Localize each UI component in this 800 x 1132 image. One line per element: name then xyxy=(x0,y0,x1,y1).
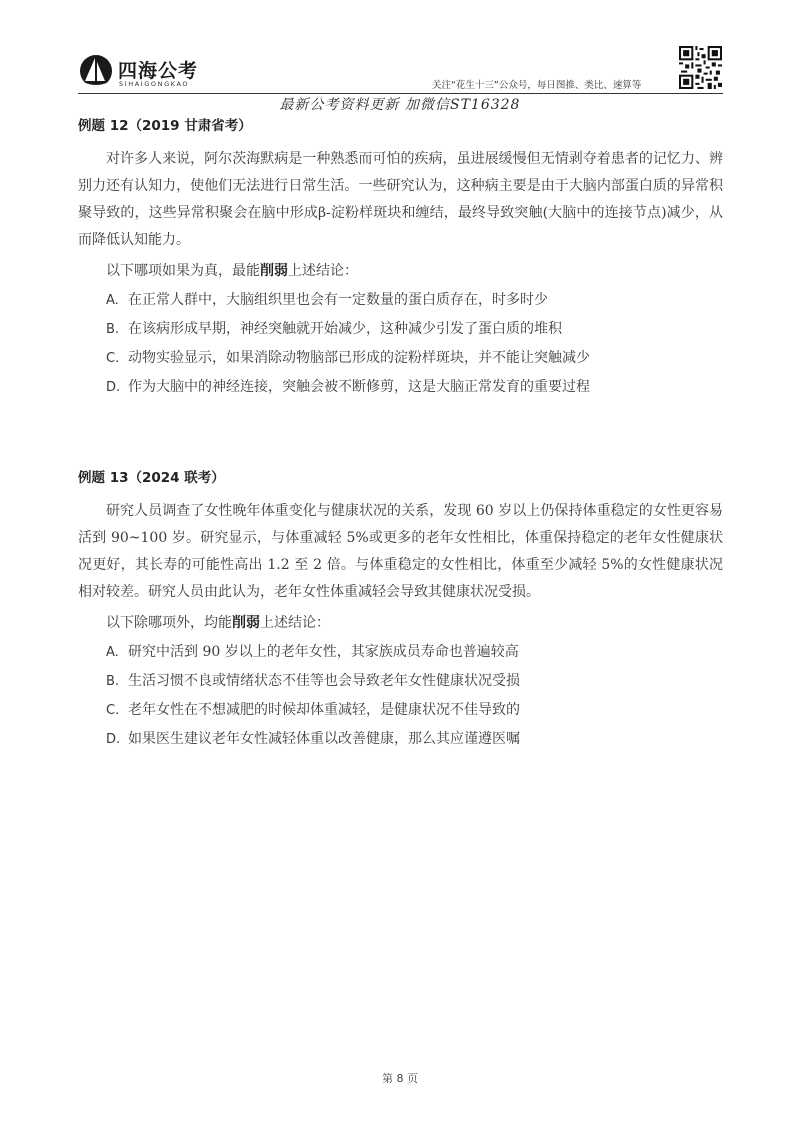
question-paragraph: 对许多人来说，阿尔茨海默病是一种熟悉而可怕的疾病，虽进展缓慢但无情剥夺着患者的记忆力、辨别力还有认知力，使他们无法进行日常生活。一些研究认为，这种病主要是由于大脑内部蛋白质的异常积聚导致的，这些异常积聚会在脑中形成β-淀粉样斑块和缠结，最终导致突触(大脑中的连接节点)减少，从而降低认知能力。 xyxy=(78,151,723,248)
question-13 xyxy=(78,468,723,753)
option-letter: B. xyxy=(106,674,120,689)
option-b xyxy=(78,316,723,343)
page-header xyxy=(0,0,800,118)
option-text: 在正常人群中，大脑组织里也会有一定数量的蛋白质存在，时多时少 xyxy=(128,292,548,308)
logo-text: 四海公考 xyxy=(118,60,199,82)
option-text: 老年女性在不想减肥的时候却体重减轻，是健康状况不佳导致的 xyxy=(128,702,520,718)
question-stem xyxy=(78,258,723,285)
stem-text: 以下哪项如果为真，最能 xyxy=(106,263,260,279)
option-c xyxy=(78,345,723,372)
stem-keyword: 削弱 xyxy=(232,615,260,631)
option-letter: C. xyxy=(106,703,120,718)
question-title: 例题 13（2024 联考） xyxy=(78,470,225,486)
option-letter: C. xyxy=(106,351,120,366)
question-12 xyxy=(78,116,723,401)
option-b xyxy=(78,668,723,695)
qr-code-icon xyxy=(679,46,722,89)
option-text: 研究中活到 90 岁以上的老年女性，其家族成员寿命也普遍较高 xyxy=(128,644,519,660)
option-a xyxy=(78,639,723,666)
question-paragraph: 研究人员调查了女性晚年体重变化与健康状况的关系，发现 60 岁以上仍保持体重稳定的女性更容易活到 90~100 岁。研究显示，与体重减轻 5%或更多的老年女性相比，体重保持稳定的老年女性健康状况更好，其长寿的可能性高出 1.2 至 2 倍。与体重稳定的女性相比，体重至少减轻 5%的女性健康状况相对较差。研究人员由此认为，老年女性体重减轻会导致其健康状况受损。 xyxy=(78,503,723,600)
stem-text-end: 上述结论： xyxy=(260,615,330,631)
question-title: 例题 12（2019 甘肃省考） xyxy=(78,118,252,134)
option-c xyxy=(78,697,723,724)
option-text: 动物实验显示，如果消除动物脑部已形成的淀粉样斑块，并不能让突触减少 xyxy=(128,350,590,366)
option-d xyxy=(78,374,723,401)
option-letter: D. xyxy=(106,380,121,395)
option-text: 如果医生建议老年女性减轻体重以改善健康，那么其应谨遵医嘱 xyxy=(128,731,520,747)
option-text: 生活习惯不良或情绪状态不佳等也会导致老年女性健康状况受损 xyxy=(128,673,520,689)
page-number: 第 8 页 xyxy=(382,1072,418,1085)
option-text: 作为大脑中的神经连接，突触会被不断修剪，这是大脑正常发育的重要过程 xyxy=(128,379,590,395)
stem-text-end: 上述结论： xyxy=(288,263,358,279)
stem-keyword: 削弱 xyxy=(260,263,288,279)
option-letter: A. xyxy=(106,645,119,660)
logo xyxy=(78,50,228,94)
question-stem xyxy=(78,610,723,637)
logo-subtext: SIHAIGONGKAO xyxy=(119,80,190,88)
option-d xyxy=(78,726,723,753)
banner-text: 最新公考资料更新 加微信ST16328 xyxy=(279,97,521,113)
sail-logo-icon xyxy=(78,50,114,92)
option-letter: A. xyxy=(106,293,119,308)
option-letter: D. xyxy=(106,732,121,747)
option-letter: B. xyxy=(106,322,120,337)
option-a xyxy=(78,287,723,314)
stem-text: 以下除哪项外，均能 xyxy=(106,615,232,631)
option-text: 在该病形成早期，神经突触就开始减少，这种减少引发了蛋白质的堆积 xyxy=(128,321,562,337)
header-note: 关注“花生十三”公众号，每日图推、类比、速算等 xyxy=(432,80,642,91)
